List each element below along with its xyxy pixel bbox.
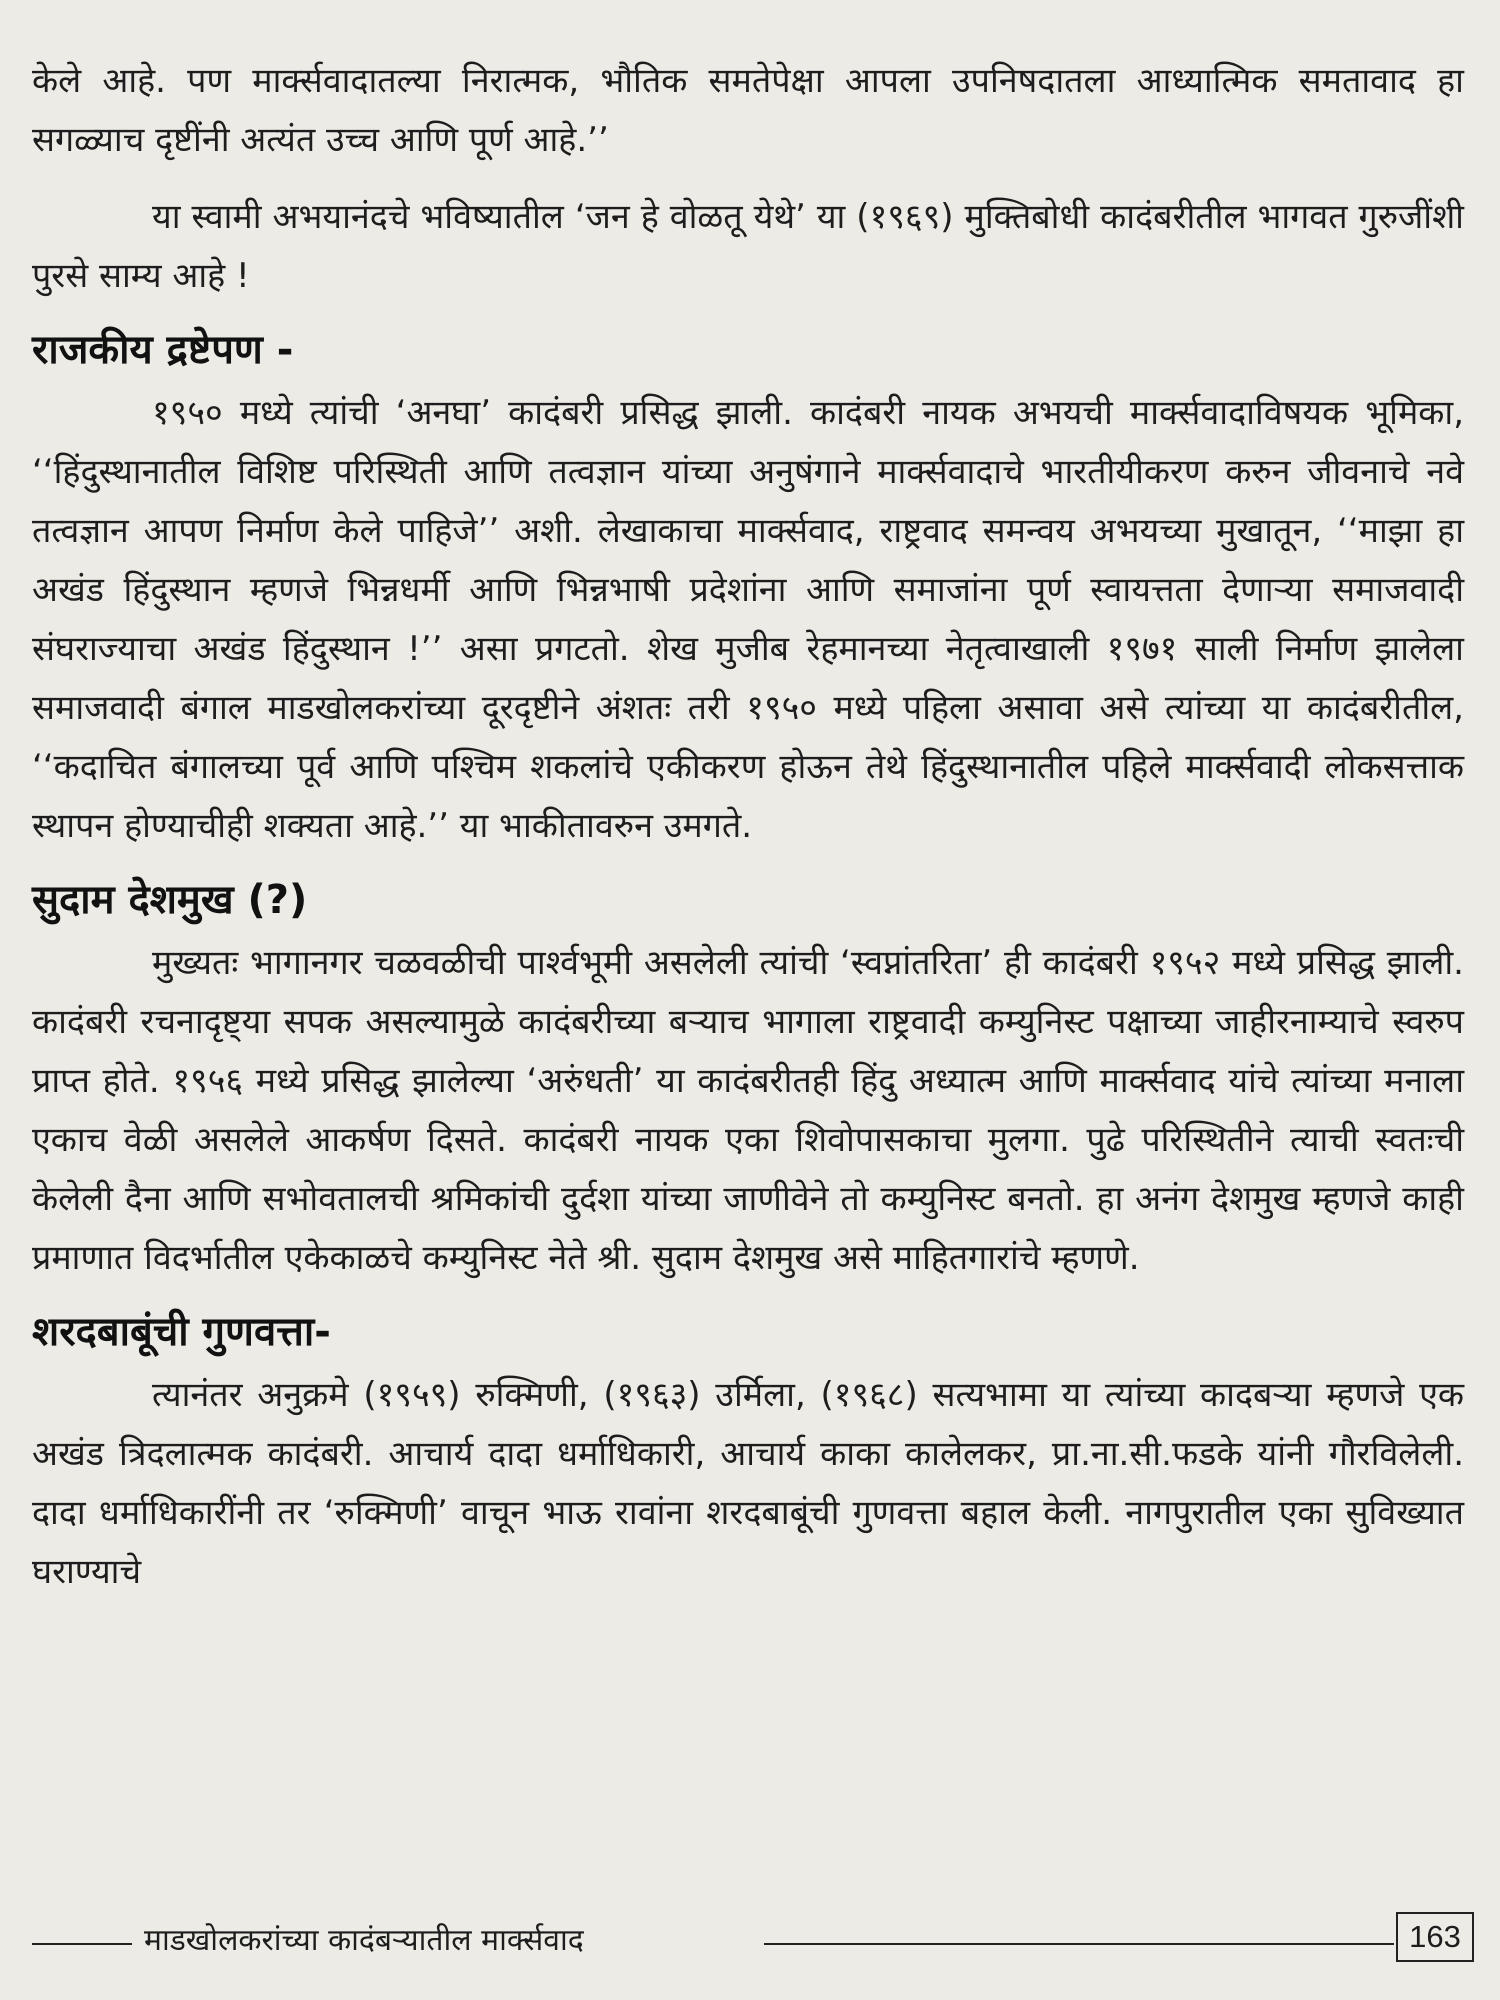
footer-rule-right [764, 1943, 1394, 1945]
footer-rule-left [32, 1943, 132, 1945]
page-footer [32, 1912, 1474, 1966]
paragraph-continued: केले आहे. पण मार्क्सवादातल्या निरात्मक, भौतिक समतेपेक्षा आपला उपनिषदातला आध्यात्मिक समतावाद हा सगळ्याच दृष्टींनी अत्यंत उच्च आणि पूर्ण आहे.’’ [32, 61, 1464, 160]
section-paragraph-sharadbabu-quality: त्यानंतर अनुक्रमे (१९५९) रुक्मिणी, (१९६३) उर्मिला, (१९६८) सत्यभामा या त्यांच्या कादबऱ्या म्हणजे एक अखंड त्रिदलात्मक कादंबरी. आचार्य दादा धर्माधिकारी, आचार्य काका कालेलकर, प्रा.ना.सी.फडके यांनी गौरविलेली. दादा धर्माधिकारींनी तर ‘रुक्मिणी’ वाचून भाऊ रावांना शरदबाबूंची गुणवत्ता बहाल केली. नागपुरातील एका सुविख्यात घराण्याचे [32, 1375, 1464, 1592]
section-paragraph-political-vision: १९५० मध्ये त्यांची ‘अनघा’ कादंबरी प्रसिद्ध झाली. कादंबरी नायक अभयची मार्क्सवादाविषयक भूमिका, ‘‘हिंदुस्थानातील विशिष्ट परिस्थिती आणि तत्वज्ञान यांच्या अनुषंगाने मार्क्सवादाचे भारतीयीकरण करुन जीवनाचे नवे तत्वज्ञान आपण निर्माण केले पाहिजे’’ अशी. लेखाकाचा मार्क्सवाद, राष्ट्रवाद समन्वय अभयच्या मुखातून, ‘‘माझा हा अखंड हिंदुस्थान म्हणजे भिन्नधर्मी आणि भिन्नभाषी प्रदेशांना आणि समाजांना पूर्ण स्वायत्तता देणाऱ्या समाजवादी संघराज्याचा अखंड हिंदुस्थान !’’ असा प्रगटतो. शेख मुजीब रेहमानच्या नेतृत्वाखाली १९७१ साली निर्माण झालेला समाजवादी बंगाल माडखोलकरांच्या दूरदृष्टीने अंशतः तरी १९५० मध्ये पहिला असावा असे त्यांच्या या कादंबरीतील, ‘‘कदाचित बंगालच्या पूर्व आणि पश्चिम शकलांचे एकीकरण होऊन तेथे हिंदुस्थानातील पहिले मार्क्सवादी लोकसत्ताक स्थापन होण्याचीही शक्यता आहे.’’ या भाकीतावरुन उमगते. [32, 393, 1464, 846]
section-heading-political-vision: राजकीय द्रष्टेपण - [32, 327, 294, 373]
section-heading-sudam-deshmukh: सुदाम देशमुख (?) [32, 877, 308, 923]
running-title: माडखोलकरांच्या कादंबऱ्यातील मार्क्सवाद [144, 1923, 584, 1958]
section-paragraph-sudam-deshmukh: मुख्यतः भागानगर चळवळीची पार्श्वभूमी असलेली त्यांची ‘स्वप्नांतरिता’ ही कादंबरी १९५२ मध्ये प्रसिद्ध झाली. कादंबरी रचनादृष्ट्या सपक असल्यामुळे कादंबरीच्या बऱ्याच भागाला राष्ट्रवादी कम्युनिस्ट पक्षाच्या जाहीरनाम्याचे स्वरुप प्राप्त होते. १९५६ मध्ये प्रसिद्ध झालेल्या ‘अरुंधती’ या कादंबरीतही हिंदु अध्यात्म आणि मार्क्सवाद यांचे त्यांच्या मनाला एकाच वेळी असलेले आकर्षण दिसते. कादंबरी नायक एका शिवोपासकाचा मुलगा. पुढे परिस्थितीने त्याची स्वतःची केलेली दैना आणि सभोवतालची श्रमिकांची दुर्दशा यांच्या जाणीवेने तो कम्युनिस्ट बनतो. हा अनंग देशमुख म्हणजे काही प्रमाणात विदर्भातील एकेकाळचे कम्युनिस्ट नेते श्री. सुदाम देशमुख असे माहितगारांचे म्हणणे. [32, 943, 1464, 1278]
page-number: 163 [1396, 1912, 1474, 1962]
page-body [32, 52, 1464, 1602]
paragraph-swami-abhayanand: या स्वामी अभयानंदचे भविष्यातील ‘जन हे वोळतू येथे’ या (१९६९) मुक्तिबोधी कादंबरीतील भागवत गुरुजींशी पुरसे साम्य आहे ! [32, 197, 1464, 296]
section-heading-sharadbabu-quality: शरदबाबूंची गुणवत्ता- [32, 1309, 331, 1355]
